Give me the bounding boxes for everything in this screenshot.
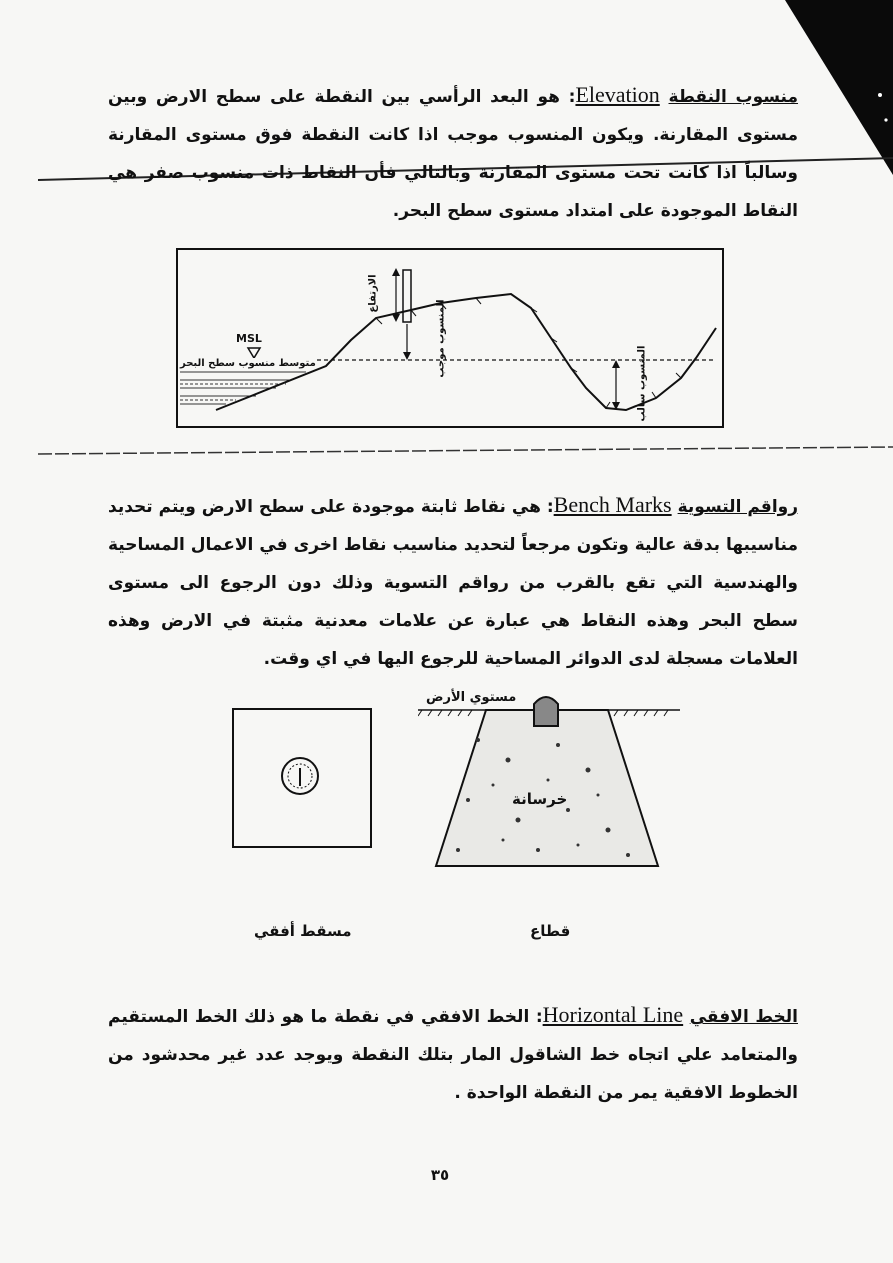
msl-label: MSL [236, 332, 262, 345]
horizontal-line-term-en: Horizontal Line [542, 1002, 684, 1027]
page-number: ٣٥ [430, 1166, 450, 1184]
elevation-text: : هو البعد الرأسي بين النقطة على سطح الارض وبين مستوى المقارنة. ويكون المنسوب موجب اذا كانت النقطة فوق مستوى المقارنة وسالباً اذا كانت تحت مستوى المقارنة وبالتالي فأن النقاط ذات منسوب صفر هي النقاط الموجودة على امتداد مستوى سطح البحر. [108, 87, 798, 221]
elevation-term-en: Elevation [575, 82, 660, 107]
sea-level-label: متوسط منسوب سطح البحر [180, 358, 316, 369]
horizontal-line-paragraph [108, 996, 798, 1112]
elevation-diagram [176, 248, 724, 428]
ground-level-label: مستوي الأرض [426, 690, 517, 705]
bench-marks-paragraph [108, 486, 798, 678]
positive-elevation-label: المنسوب موجب [435, 299, 447, 378]
section-view-caption: قطاع [530, 922, 571, 940]
horizontal-line-text: : الخط الافقي في نقطة ما هو ذلك الخط المستقيم والمتعامد علي اتجاه خط الشاقول المار بتلك النقطة ويوجد عدد غير محدشود من الخطوط الافقية يمر من النقطة الواحدة . [108, 1007, 798, 1103]
elevation-paragraph [108, 76, 798, 230]
plan-view-svg [232, 708, 372, 848]
negative-elevation-label: المنسوب سالب [636, 345, 648, 422]
section-view-svg [418, 690, 688, 870]
plan-view-caption: مسقط أفقي [254, 922, 352, 940]
height-label: الارتفاع [367, 274, 379, 313]
bench-marks-text: : هي نقاط ثابتة موجودة على سطح الارض ويتم تحديد مناسيبها بدقة عالية وتكون مرجعاً لتحديد مناسيب نقاط اخرى في الاعمال المساحية والهندسية التي تقع بالقرب من رواقم التسوية وذلك دون الرجوع الى مستوى سطح البحر وهذه النقاط هي عبارة عن علامات معدنية مثبتة في الارض وهذه العلامات مسجلة لدى الدوائر المساحية للرجوع اليها في اي وقت. [108, 497, 798, 669]
bench-marks-term-en: Bench Marks [553, 492, 672, 517]
elevation-term-ar: منسوب النقطة [668, 87, 799, 107]
bench-mark-plan-view [232, 708, 372, 848]
bench-marks-term-ar: رواقم التسوية [677, 497, 798, 517]
horizontal-line-term-ar: الخط الافقي [689, 1007, 798, 1027]
concrete-label: خرسانة [512, 790, 568, 808]
bench-mark-section-view [418, 690, 688, 870]
